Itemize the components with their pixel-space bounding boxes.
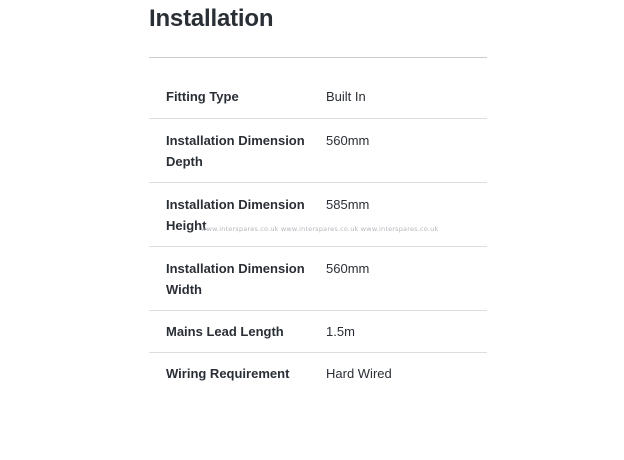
spec-value: 560mm — [326, 119, 487, 183]
spec-label: Installation Dimension Width — [149, 247, 326, 311]
spec-value: 1.5m — [326, 311, 487, 353]
spec-value: 585mm — [326, 183, 487, 247]
spec-label: Installation Dimension Depth — [149, 119, 326, 183]
watermark-text: www.interspares.co.uk www.interspares.co.uk www.interspares.co.uk — [201, 225, 439, 233]
spec-row-wiring-requirement — [149, 353, 487, 395]
spec-row-installation-width — [149, 247, 487, 311]
installation-section — [149, 0, 487, 394]
section-title: Installation — [149, 5, 274, 32]
spec-row-installation-height — [149, 183, 487, 247]
spec-value: Hard Wired — [326, 366, 392, 381]
spec-value: 560mm — [326, 247, 487, 311]
spec-row-installation-depth — [149, 119, 487, 183]
spec-value: Built In — [326, 58, 487, 119]
spec-label: Wiring Requirement — [166, 366, 290, 381]
spec-row-mains-lead-length — [149, 311, 487, 353]
spec-label: Mains Lead Length — [149, 311, 326, 353]
spec-label: Fitting Type — [149, 58, 326, 119]
spec-row-fitting-type — [149, 58, 487, 119]
spec-label: Installation Dimension Height — [149, 183, 326, 247]
